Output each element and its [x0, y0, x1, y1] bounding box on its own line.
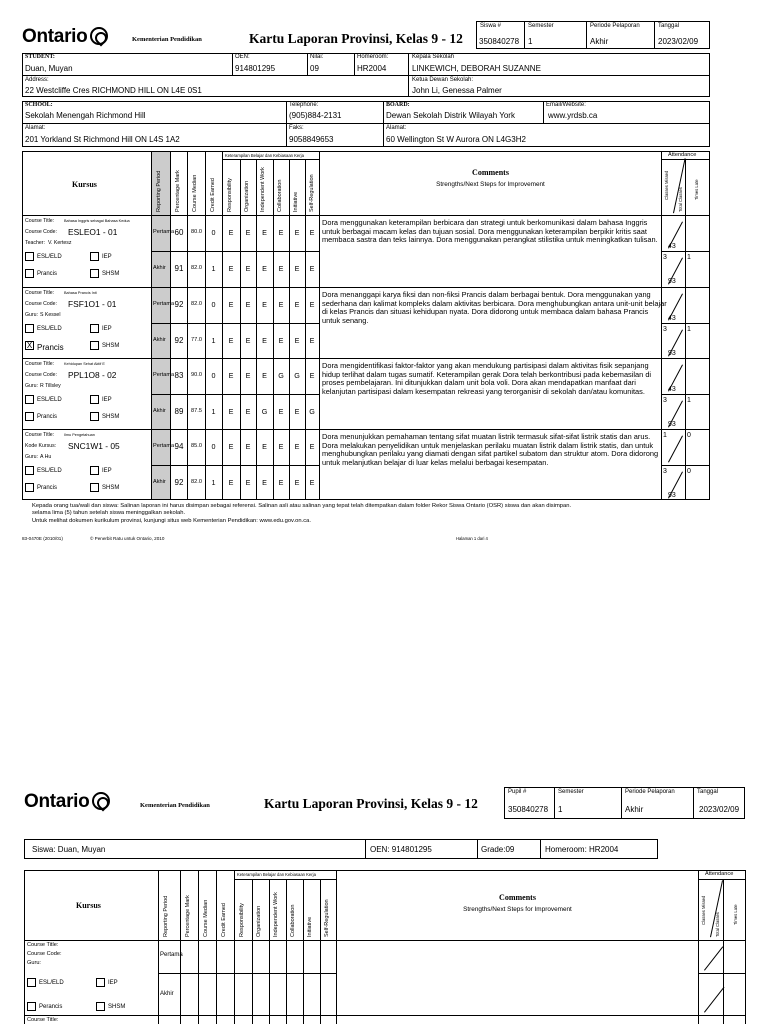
learning-skill-grade: E [262, 336, 267, 345]
period-divider [151, 394, 319, 395]
total-classes-p1: 43 [668, 315, 676, 322]
learning-skill-grade: E [262, 228, 267, 237]
course-median: 82.0 [191, 301, 202, 307]
learning-skill-grade: E [294, 336, 300, 345]
course-code-label: Course Code: [25, 301, 58, 307]
iep-label: IEP [102, 468, 112, 474]
reporting-period: Pertama [153, 301, 175, 307]
esl-eld-checkbox[interactable] [25, 324, 34, 333]
learning-skill-grade: E [294, 264, 300, 273]
learning-skill-grade: E [278, 478, 284, 487]
total-classes-p1: 43 [668, 386, 676, 393]
classes-missed-p2: 3 [663, 254, 667, 261]
course-median: 82.0 [191, 265, 202, 271]
reporting-period: Akhir [153, 265, 166, 271]
teacher-label: Teacher: [25, 240, 45, 246]
student-name-2: Duan, Muyan [57, 845, 106, 854]
esl-eld-checkbox[interactable] [25, 395, 34, 404]
learning-skill-grade: G [309, 407, 315, 416]
shsm-checkbox[interactable] [90, 341, 99, 350]
course-code: ESLEO1 - 01 [68, 227, 118, 237]
trillium-icon [92, 792, 110, 810]
oen-value-2: OEN: 914801295 [370, 845, 432, 854]
credit-earned: 0 [211, 442, 216, 451]
oen-value: 914801295 [235, 64, 276, 73]
course-code: PPL1O8 - 02 [68, 370, 117, 380]
learning-skill-grade: E [245, 300, 251, 309]
learning-skill-grade: E [228, 407, 234, 416]
course-code-label: Course Code: [25, 372, 58, 378]
course-code: SNC1W1 - 05 [68, 441, 120, 451]
learning-skill-grade: E [278, 228, 284, 237]
learning-skill-grade: E [245, 442, 251, 451]
reporting-period: Pertama [153, 443, 175, 449]
course-median: 87.5 [191, 408, 202, 414]
grade-value-2: Grade:09 [481, 845, 515, 854]
date-value: 2023/02/09 [658, 37, 699, 46]
report-title: Kartu Laporan Provinsi, Kelas 9 - 12 [249, 31, 463, 46]
reporting-period: Akhir [153, 408, 166, 414]
learning-skill-grade: G [278, 371, 284, 380]
esl-eld-checkbox[interactable] [25, 466, 34, 475]
course-code-label: Kode Kursus: [25, 443, 57, 449]
period-value-2: Akhir [625, 805, 644, 814]
times-late-p2: 1 [687, 326, 691, 333]
learning-skill-grade: E [309, 336, 315, 345]
student-number: 350840278 [479, 37, 520, 46]
board-address: 60 Wellington St W Aurora ON L4G3H2 [386, 135, 526, 144]
ministry-name: Kementerian Pendidikan [132, 36, 202, 43]
semester-value-2: 1 [558, 805, 563, 814]
learning-skill-grade: E [228, 442, 234, 451]
learning-skill-grade: E [294, 228, 300, 237]
course-comment: Dora menunjukkan pemahaman tentang sifat muatan listrik termasuk sifat-sifat listrik statis dan arus. Dora melakukan penyelidikan untuk menjelaskan perilaku muatan listrik dalam listrik statis, dan untuk menghubungkan perilaku yang diamati dengan sifat partikel subatom dan struktur atom. Dora didorong untuk melanjutkan belajar di luar kelas melalui berbagai kesempatan. [322, 432, 659, 467]
percentage-mark: 92 [174, 336, 184, 345]
report-title-2: Kartu Laporan Provinsi, Kelas 9 - 12 [264, 796, 478, 811]
course-title-label: Course Title: [25, 218, 55, 224]
percentage-mark: 91 [174, 264, 184, 273]
course-title: Bahasa Inggris sebagai Bahasa Kedua [64, 219, 130, 223]
learning-skill-grade: E [309, 264, 315, 273]
times-late-p2: 1 [687, 397, 691, 404]
learning-skill-grade: E [309, 371, 315, 380]
credit-earned: 1 [211, 336, 216, 345]
classes-missed-p1: 1 [663, 432, 667, 439]
reporting-period: Akhir [153, 479, 166, 485]
school-phone: (905)884-2131 [289, 111, 342, 120]
course-title: Bahasa Prancis Inti [64, 291, 97, 295]
credit-earned: 0 [211, 228, 216, 237]
teacher-name: S Kessel [40, 312, 61, 318]
learning-skill-grade: E [245, 336, 251, 345]
course-title-label: Course Title: [25, 290, 55, 296]
learning-skill-grade: E [245, 478, 251, 487]
date-value-2: 2023/02/09 [699, 805, 740, 814]
learning-skill-grade: E [294, 478, 300, 487]
learning-skill-grade: E [309, 228, 315, 237]
iep-label: IEP [102, 397, 112, 403]
french-label: Prancis [37, 414, 58, 420]
total-classes-p2: 93 [668, 421, 676, 428]
skills-title: Keterampilan Belajar dan Kebiasaan Kerja [225, 153, 304, 158]
reporting-period: Pertama [153, 229, 175, 235]
shsm-label: SHSM [102, 343, 120, 349]
learning-skill-grade: E [245, 264, 251, 273]
french-label: Prancis [37, 271, 58, 277]
total-classes-p2: 93 [668, 278, 676, 285]
school-fax: 9058849653 [289, 135, 334, 144]
course-comment: Dora menggunakan keterampilan berbicara dan strategi untuk berkomunikasi dalam bahasa Inggris untuk berbagai macam kelas dan tujuan sosial. Dora menggunakan keterampilan berpikir kritis saat membaca sastra dan teks lainnya. Dora menggunakan perangkat stilistika untuk meningkatkan tulisan. [322, 218, 658, 244]
shsm-checkbox[interactable] [90, 483, 99, 492]
learning-skill-grade: E [309, 442, 315, 451]
french-checkbox[interactable] [25, 412, 34, 421]
total-classes-p2: 93 [668, 350, 676, 357]
french-label: Prancis [37, 343, 64, 352]
learning-skill-grade: E [262, 264, 267, 273]
teacher-label: Guru: [25, 312, 38, 318]
learning-skill-grade: E [262, 478, 267, 487]
trillium-icon [90, 27, 108, 45]
learning-skill-grade: E [228, 478, 234, 487]
percentage-mark: 60 [174, 228, 184, 237]
times-late-p1: 0 [687, 432, 691, 439]
learning-skill-grade: E [228, 228, 234, 237]
credit-earned: 1 [211, 264, 216, 273]
course-median: 80.0 [191, 229, 202, 235]
board-website: www.yrdsb.ca [548, 111, 598, 120]
times-late-p2: 1 [687, 254, 691, 261]
esl-eld-label: ESL/ELD [37, 397, 62, 403]
percentage-mark: 94 [174, 442, 184, 451]
teacher-label: Guru: [25, 454, 38, 460]
course-code: FSF1O1 - 01 [68, 299, 117, 309]
learning-skill-grade: E [294, 407, 300, 416]
attendance-divider [661, 323, 710, 324]
pupil-number-2: 350840278 [508, 805, 549, 814]
period-divider [151, 251, 319, 252]
shsm-label: SHSM [102, 485, 120, 491]
student-address: 22 Westcliffe Cres RICHMOND HILL ON L4E 0S1 [25, 86, 202, 95]
learning-skill-grade: E [228, 336, 234, 345]
iep-checkbox[interactable] [90, 395, 99, 404]
reporting-period: Pertama [153, 372, 175, 378]
comments-header: Comments [472, 168, 509, 177]
esl-eld-checkbox[interactable] [25, 252, 34, 261]
student-name: Duan, Muyan [25, 64, 73, 73]
iep-checkbox-2[interactable] [96, 978, 105, 987]
report-page-1: Ontario Kementerian Pendidikan Kartu Laporan Provinsi, Kelas 9 - 12 Siswa # Semester Periode Pelaporan Tanggal 350840278 1 Akhir 2023/02/09 STUDENT: Duan, Muyan OEN: 914801295 Nilai: 09 Homeroom: HR2004 Kepala Sekolah LINKEWICH, DEBORAH SUZANNE Address: 22 Westcliffe Cres RICHMOND HILL ON L4E 0S1 Ketua Dewan Sekolah: John Li, Genessa Palmer SCHOOL: Sekolah Menengah Richmond Hill Telephone: (905)884-2131 BOARD: Dewan Sekolah Distrik Wilayah York Email/Website: www.yrdsb.ca Alamat: 201 Yorkland St Richmond Hill ON L4S 1A2 Faks: 9058849653 Alamat: 60 Wellington St W Aurora ON L4G3H2 Kursus Reporting Period Percentage Mark Course Median Credit Earned Keterampilan Belajar dan Kebiasaan Kerja Responsibility Organization Independent Work Collaboration Initiative Self-Regulation Comments Strengths/Next Steps for Improvement Attendance Classes Missed Total Classes Times Late Course Title: Bahasa Inggris sebagai Bahasa Kedua Course Code: ESLEO1 - 01 Teacher: V. Kertesz ESL/ELD IEP Prancis SHSM Pertama 60 80.0 0 E E E E E E Akhir 91 82.0 1 E E E E E E Dora menggunakan keterampilan berbicara dan strategi untuk berkomunikasi dalam bahasa Inggris untuk berbagai macam kelas dan tujuan sosial. Dora menggunakan keterampilan berpikir kritis saat membaca sastra dan teks lainnya. Dora menggunakan perangkat stilistika untuk meningkatkan tulisan. 43 3 93 1 Course Title: Bahasa Prancis Inti Course Code: FSF1O1 - 01 Guru: S Kessel ESL/ELD IEP X Prancis SHSM Pertama 92 82.0 0 E E E E E E Akhir 92 77.0 1 E E E E E E Dora menanggapi karya fiksi dan non-fiksi Prancis dalam berbagai bentuk. Dora menggunakan yang sederhana dan kalimat kompleks dalam aktivitas berbicara. Dora menghubungkan antara unit-unit belajar di kelas Prancis dan situasi kehidupan nyata. Dora didorong untuk membaca dalam bahasa Prancis untuk senang. 43 3 93 1 Course Title: Kehidupan Sehat Aktif E Course Code: PPL1O8 - 02 Guru: R Tillsley ESL/ELD IEP Prancis SHSM Pertama 83 90.0 0 E E E G G E Akhir 89 87.5 1 E E G E E G Dora mengidentifikasi faktor-faktor yang akan mendukung partisipasi dalam aktivitas fisik sepanjang hidup terlihat dalam tugas sumatif. Keterampilan gerak Dora telah berkontribusi pada kebemasilan di proses pembelajaran. Ini ditunjukkan dalam unit bola voli. Dora akan mendapatkan manfaat dari kelanjutan partisipasi dalam kesempatan rekreasi yang terorganisir di sekolah dan/atau komunitas. 43 3 93 1 Course Title: Ilmu Pengetahuan Kode Kursus: SNC1W1 - 05 Guru: A Hu ESL/ELD IEP Prancis SHSM Pertama 94 85.0 0 E E E E E E Akhir 92 82.0 1 E E E E E E Dora menunjukkan pemahaman tentang sifat muatan listrik termasuk sifat-sifat listrik statis dan arus. Dora melakukan penyelidikan untuk menjelaskan perilaku muatan listrik dalam listrik statis, dan untuk menghubungkan perilaku yang diamati dengan sifat partikel subatom dan struktur atom. Dora didorong untuk melanjutkan belajar di luar kelas melalui berbagai kesempatan. 1 0 3 93 0 Kepada orang tua/wali dan siswa: Salinan laporan ini harus disimpan sebagai referensi. Salinan asli atau salinan yang tepat telah ditempatkan dalam folder Rekor Siswa Ontario (OSR) siswa dan akan disimpan. selama lima (5) tahun setelah siswa meninggalkan sekolah. Untuk melihat dokumen kurikulum provinsi, kunjungi situs web Kementerian Pendidikan: www.edu.gov.on.ca. 83-0470E (2010/01) © Penerbit Ratu untuk Ontario, 2010 Halaman 1 dari 4 [0, 0, 768, 560]
iep-label: IEP [102, 254, 112, 260]
course-comment: Dora mengidentifikasi faktor-faktor yang akan mendukung partisipasi dalam aktivitas fisik sepanjang hidup terlihat dalam tugas sumatif. Keterampilan gerak Dora telah berkontribusi pada kebemasilan di proses pembelajaran. Ini ditunjukkan dalam unit bola voli. Dora akan mendapatkan manfaat dari kelanjutan partisipasi dalam kesempatan rekreasi yang terorganisir di sekolah dan/atau komunitas. [322, 361, 652, 396]
learning-skill-grade: E [262, 300, 267, 309]
principal-name: LINKEWICH, DEBORAH SUZANNE [412, 64, 541, 73]
footer-note-3: Untuk melihat dokumen kurikulum provinsi, kunjungi situs web Kementerian Pendidikan: www.edu.gov.on.ca. [32, 518, 311, 524]
percentage-mark: 89 [174, 407, 184, 416]
learning-skill-grade: G [261, 407, 268, 416]
course-header: Kursus [72, 180, 97, 189]
ontario-logo: Ontario [22, 26, 108, 48]
esl-checkbox-2[interactable] [27, 978, 36, 987]
french-checkbox[interactable] [25, 269, 34, 278]
course-median: 77.0 [191, 337, 202, 343]
attendance-divider [661, 394, 710, 395]
copyright: © Penerbit Ratu untuk Ontario, 2010 [90, 536, 165, 541]
learning-skill-grade: E [262, 371, 267, 380]
learning-skill-grade: E [309, 300, 315, 309]
attendance-divider [661, 465, 710, 466]
percentage-mark: 83 [174, 371, 184, 380]
shsm-label: SHSM [102, 414, 120, 420]
course-code-label: Course Code: [25, 229, 58, 235]
times-late-p2: 0 [687, 468, 691, 475]
learning-skill-grade: E [278, 407, 284, 416]
french-checkbox[interactable]: X [26, 341, 33, 350]
percentage-mark: 92 [174, 478, 184, 487]
school-address: 201 Yorkland St Richmond Hill ON L4S 1A2 [25, 135, 180, 144]
learning-skill-grade: E [228, 264, 234, 273]
period-value: Akhir [590, 37, 609, 46]
school-council-chair: John Li, Genessa Palmer [412, 86, 502, 95]
learning-skill-grade: E [278, 336, 284, 345]
ministry-name-2: Kementerian Pendidikan [140, 802, 210, 809]
credit-earned: 0 [211, 300, 216, 309]
shsm-checkbox[interactable] [90, 269, 99, 278]
footer-note-1: Kepada orang tua/wali dan siswa: Salinan laporan ini harus disimpan sebagai referensi. Salinan asli atau salinan yang tepat telah ditempatkan dalam folder Rekor Siswa Ontario (OSR) siswa dan akan disimpan. [32, 503, 572, 509]
iep-label: IEP [102, 326, 112, 332]
learning-skill-grade: E [309, 478, 315, 487]
homeroom-value-2: Homeroom: HR2004 [545, 845, 619, 854]
esl-eld-label: ESL/ELD [37, 254, 62, 260]
learning-skill-grade: E [278, 300, 284, 309]
semester-value: 1 [528, 37, 533, 46]
course-median: 85.0 [191, 443, 202, 449]
report-page-2: Ontario Kementerian Pendidikan Kartu Laporan Provinsi, Kelas 9 - 12 Pupil # Semester Periode Pelaporan Tanggal 350840278 1 Akhir 2023/02/09 Siswa: Duan, Muyan OEN: 914801295 Grade:09 Homeroom: HR2004 Kursus Reporting Period Percentage Mark Course Median Credit Earned Keterampilan Belajar dan Kebiasaan Kerja Responsibility Organization Independent Work Collaboration Initiative Self-Regulation Comments Strengths/Next Steps for Improvement Attendance Classes Missed Total Classes Times Late Course Title: Course Code: Guru: ESL/ELD IEP Perancis SHSM Pertama Akhir Course Title: [0, 775, 768, 1024]
learning-skill-grade: E [245, 407, 251, 416]
course-title-label: Course Title: [25, 432, 55, 438]
teacher-name: R Tillsley [40, 383, 61, 389]
learning-skill-grade: E [278, 442, 284, 451]
classes-missed-p2: 3 [663, 326, 667, 333]
esl-eld-label: ESL/ELD [37, 468, 62, 474]
shsm-checkbox-2[interactable] [96, 1002, 105, 1011]
school-name: Sekolah Menengah Richmond Hill [25, 111, 146, 120]
shsm-checkbox[interactable] [90, 412, 99, 421]
learning-skill-grade: E [245, 228, 251, 237]
teacher-name: V. Kertesz [48, 240, 72, 246]
form-number: 83-0470E (2010/01) [22, 536, 63, 541]
ontario-logo-2: Ontario [24, 791, 110, 813]
period-divider [151, 323, 319, 324]
teacher-label: Guru: [25, 383, 38, 389]
learning-skill-grade: E [228, 371, 234, 380]
credit-earned: 0 [211, 371, 216, 380]
french-checkbox[interactable] [25, 483, 34, 492]
period-divider [151, 465, 319, 466]
french-checkbox-2[interactable] [27, 1002, 36, 1011]
reporting-period: Akhir [153, 337, 166, 343]
classes-missed-p2: 3 [663, 397, 667, 404]
iep-checkbox[interactable] [90, 466, 99, 475]
footer-note-2: selama lima (5) tahun setelah siswa meninggalkan sekolah. [32, 510, 186, 516]
comments-subheader: Strengths/Next Steps for Improvement [436, 181, 545, 188]
learning-skill-grade: E [294, 300, 300, 309]
learning-skill-grade: E [294, 442, 300, 451]
page-number: Halaman 1 dari 4 [456, 536, 488, 541]
esl-eld-label: ESL/ELD [37, 326, 62, 332]
iep-checkbox[interactable] [90, 252, 99, 261]
course-title: Kehidupan Sehat Aktif E [64, 362, 105, 366]
learning-skill-grade: E [278, 264, 284, 273]
course-median: 82.0 [191, 479, 202, 485]
shsm-label: SHSM [102, 271, 120, 277]
attendance-header: Attendance [668, 152, 697, 158]
iep-checkbox[interactable] [90, 324, 99, 333]
learning-skill-grade: E [262, 442, 267, 451]
course-comment: Dora menanggapi karya fiksi dan non-fiksi Prancis dalam berbagai bentuk. Dora menggunakan yang sederhana dan kalimat kompleks dalam aktivitas berbicara. Dora menghubungkan antara unit-unit belajar di kelas Prancis dan situasi kehidupan nyata. Dora didorong untuk membaca dalam bahasa Prancis untuk senang. [322, 290, 667, 325]
french-label: Prancis [37, 485, 58, 491]
course-title-label: Course Title: [25, 361, 55, 367]
course-median: 90.0 [191, 372, 202, 378]
board-name: Dewan Sekolah Distrik Wilayah York [386, 111, 515, 120]
total-classes-p1: 43 [668, 243, 676, 250]
course-title: Ilmu Pengetahuan [64, 433, 95, 437]
homeroom-value: HR2004 [357, 64, 387, 73]
total-classes-p2: 93 [668, 492, 676, 499]
teacher-name: A Hu [40, 454, 52, 460]
grade-value: 09 [310, 64, 319, 73]
attendance-divider [661, 251, 710, 252]
learning-skill-grade: G [294, 371, 300, 380]
classes-missed-p2: 3 [663, 468, 667, 475]
credit-earned: 1 [211, 478, 216, 487]
learning-skill-grade: E [245, 371, 251, 380]
credit-earned: 1 [211, 407, 216, 416]
percentage-mark: 92 [174, 300, 184, 309]
learning-skill-grade: E [228, 300, 234, 309]
